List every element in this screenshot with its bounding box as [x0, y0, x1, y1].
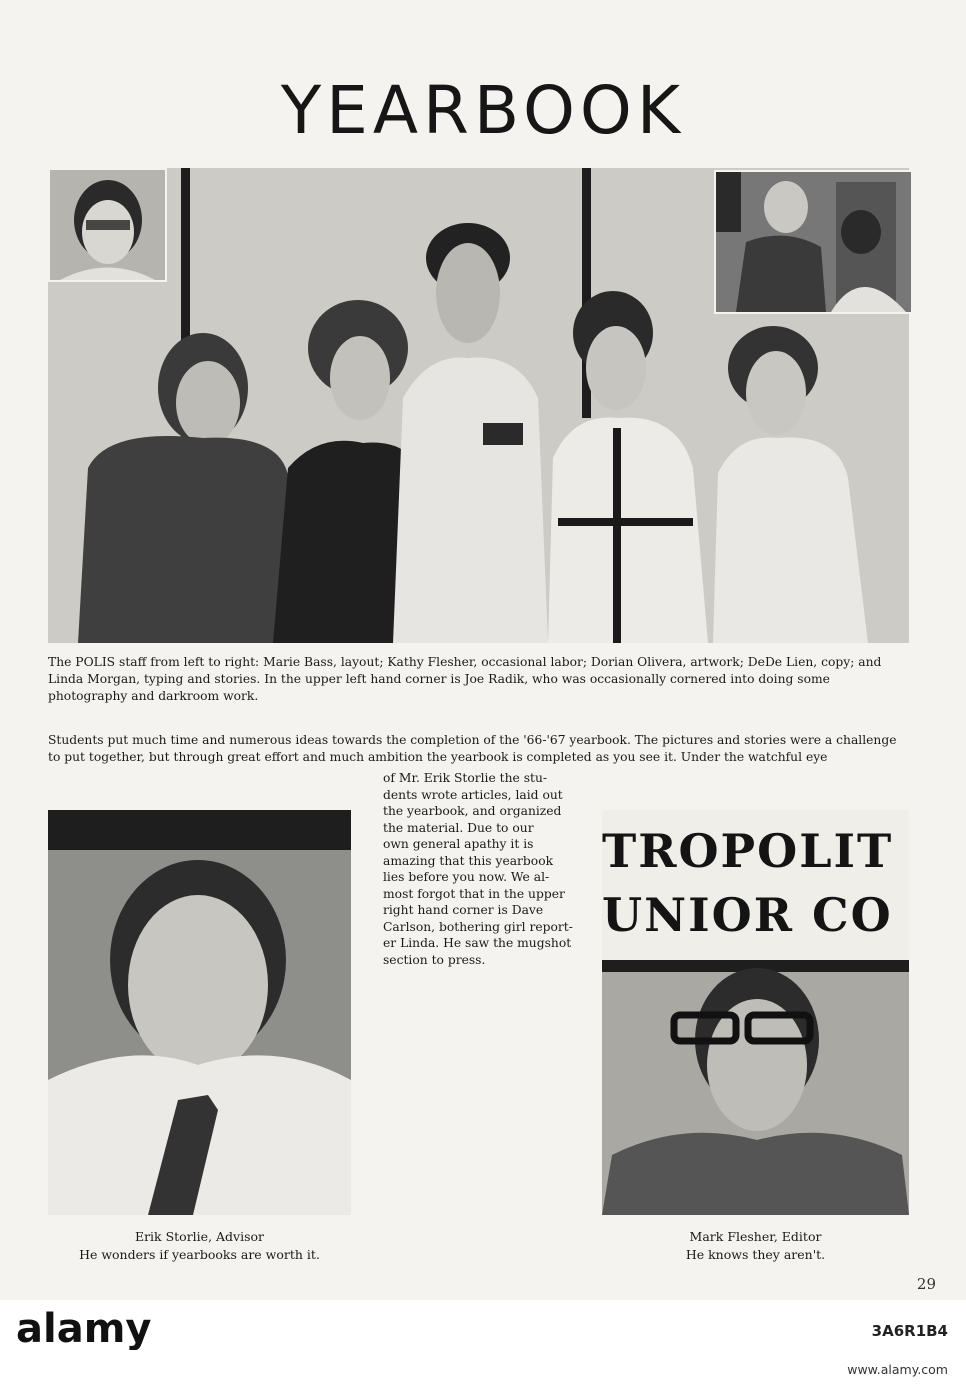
editor-caption — [602, 1228, 909, 1264]
inset-photo-top-left — [48, 168, 167, 282]
advisor-name: Erik Storlie, Advisor — [134, 1229, 265, 1244]
editor-photo — [602, 810, 909, 1215]
story-line: dents wrote articles, laid out — [383, 787, 563, 802]
inset-photo-top-right — [714, 170, 913, 314]
image-id: 3A6R1B4 — [871, 1322, 948, 1340]
story-intro: Students put much time and numerous ideas towards the completion of the '66-'67 yearbook. The pictures and stories were a challenge to put together, but through great effort and much ambition the yearbook is completed as you see it. Under the watchful eye — [48, 733, 897, 764]
alamy-logo-text: alamy — [16, 1308, 152, 1350]
editor-quip: He knows they aren't. — [685, 1247, 826, 1262]
footer-url: www.alamy.com — [847, 1362, 948, 1377]
story-line: lies before you now. We al- — [383, 870, 550, 884]
sign-line-1: TROPOLIT — [602, 824, 894, 878]
story-line: most forgot that in the upper — [383, 886, 565, 901]
story-line: amazing that this yearbook — [383, 853, 554, 868]
editor-name: Mark Flesher, Editor — [689, 1229, 822, 1244]
story-line: right hand corner is Dave — [383, 903, 544, 917]
advisor-quip: He wonders if yearbooks are worth it. — [79, 1247, 320, 1262]
story-line: the material. Due to our — [383, 820, 534, 835]
sign-line-2: UNIOR CO — [602, 888, 893, 942]
story-line: Carlson, bothering girl report- — [383, 919, 573, 934]
story-line: the yearbook, and organized — [383, 804, 562, 818]
advisor-photo — [48, 810, 351, 1215]
story-line: own general apathy it is — [383, 837, 534, 851]
page-number: 29 — [916, 1275, 936, 1293]
story-line: er Linda. He saw the mugshot — [383, 936, 572, 950]
staff-caption: The POLIS staff from left to right: Marie Bass, layout; Kathy Flesher, occasional labor; Dorian Olivera, artwork; DeDe Lien, copy; and Linda Morgan, typing and stories. In the upper left hand corner is Joe Radik, who was occasionally cornered into doing some photography and darkroom work. — [48, 655, 882, 703]
story-line: section to press. — [383, 952, 486, 967]
page-title: YEARBOOK — [280, 72, 686, 149]
advisor-caption — [48, 1228, 351, 1264]
story-column — [383, 770, 583, 968]
story-line: of Mr. Erik Storlie the stu- — [383, 771, 548, 785]
alamy-logo — [16, 1308, 236, 1350]
